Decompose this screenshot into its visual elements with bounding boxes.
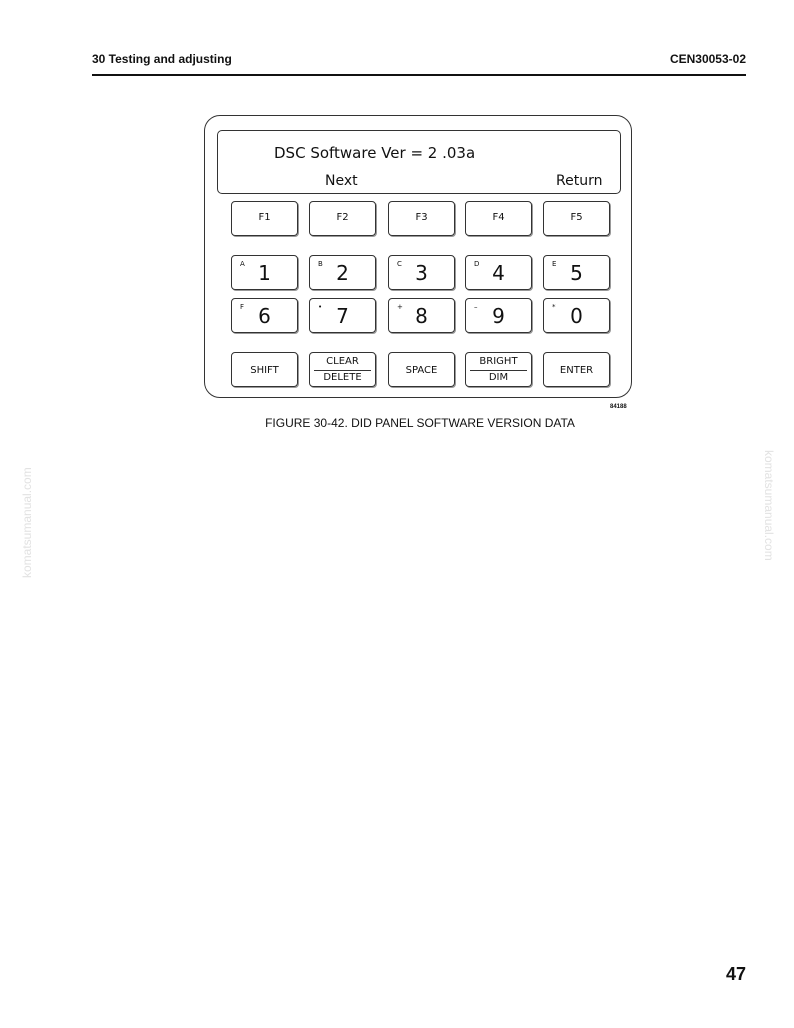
key-8 <box>388 298 455 333</box>
key-clear-delete <box>309 352 376 387</box>
key-label: F4 <box>492 212 505 223</box>
key-digit: 6 <box>258 304 271 328</box>
key-label: F3 <box>415 212 428 223</box>
document-code: CEN30053-02 <box>669 52 746 66</box>
key-digit: 1 <box>258 261 271 285</box>
key-f1 <box>231 201 298 236</box>
key-digit: 9 <box>492 304 505 328</box>
key-f2 <box>309 201 376 236</box>
key-label: ENTER <box>559 365 594 376</box>
key-alt-label: A <box>240 260 245 268</box>
key-f3 <box>388 201 455 236</box>
key-enter <box>543 352 610 387</box>
key-shift <box>231 352 298 387</box>
key-label: F1 <box>258 212 271 223</box>
key-space <box>388 352 455 387</box>
key-divider <box>470 370 527 371</box>
page-header <box>92 52 746 76</box>
key-f4 <box>465 201 532 236</box>
display-softkey-next: Next <box>325 173 358 189</box>
key-digit: 5 <box>570 261 583 285</box>
key-2 <box>309 255 376 290</box>
did-panel-illustration <box>204 115 632 398</box>
key-label-delete: DELETE <box>323 372 362 383</box>
display-softkey-return: Return <box>556 173 603 189</box>
panel-display <box>217 130 621 194</box>
key-label: F2 <box>336 212 349 223</box>
key-alt-label: E <box>552 260 557 268</box>
key-alt-label: C <box>397 260 402 268</box>
watermark-right: komatsumanual.com <box>762 450 776 561</box>
figure-caption: FIGURE 30-42. DID PANEL SOFTWARE VERSION DATA <box>265 416 575 430</box>
key-digit: 4 <box>492 261 505 285</box>
key-4 <box>465 255 532 290</box>
key-f5 <box>543 201 610 236</box>
key-alt-label: D <box>474 260 480 268</box>
key-alt-label: F <box>240 303 245 311</box>
key-bright-dim <box>465 352 532 387</box>
key-alt-label: • <box>318 303 323 311</box>
section-title: 30 Testing and adjusting <box>92 52 232 66</box>
key-6 <box>231 298 298 333</box>
key-label: SHIFT <box>250 365 279 376</box>
key-alt-label: B <box>318 260 323 268</box>
key-label-dim: DIM <box>488 372 509 383</box>
key-digit: 7 <box>336 304 349 328</box>
key-digit: 2 <box>336 261 349 285</box>
key-9 <box>465 298 532 333</box>
page-number: 47 <box>725 964 746 984</box>
key-3 <box>388 255 455 290</box>
figure-code: 84188 <box>610 404 627 410</box>
key-label-bright: BRIGHT <box>479 356 518 367</box>
key-divider <box>314 370 371 371</box>
key-digit: 8 <box>415 304 428 328</box>
key-digit: 0 <box>570 304 583 328</box>
watermark-left: komatsumanual.com <box>20 467 34 578</box>
key-1 <box>231 255 298 290</box>
key-alt-label: – <box>474 303 478 311</box>
key-7 <box>309 298 376 333</box>
key-alt-label: * <box>552 303 556 311</box>
key-alt-label: + <box>397 303 403 311</box>
key-5 <box>543 255 610 290</box>
key-label: SPACE <box>405 365 438 376</box>
key-label-clear: CLEAR <box>326 356 359 367</box>
display-version-line: DSC Software Ver = 2 .03a <box>274 144 476 162</box>
key-0 <box>543 298 610 333</box>
key-digit: 3 <box>415 261 428 285</box>
key-label: F5 <box>570 212 583 223</box>
